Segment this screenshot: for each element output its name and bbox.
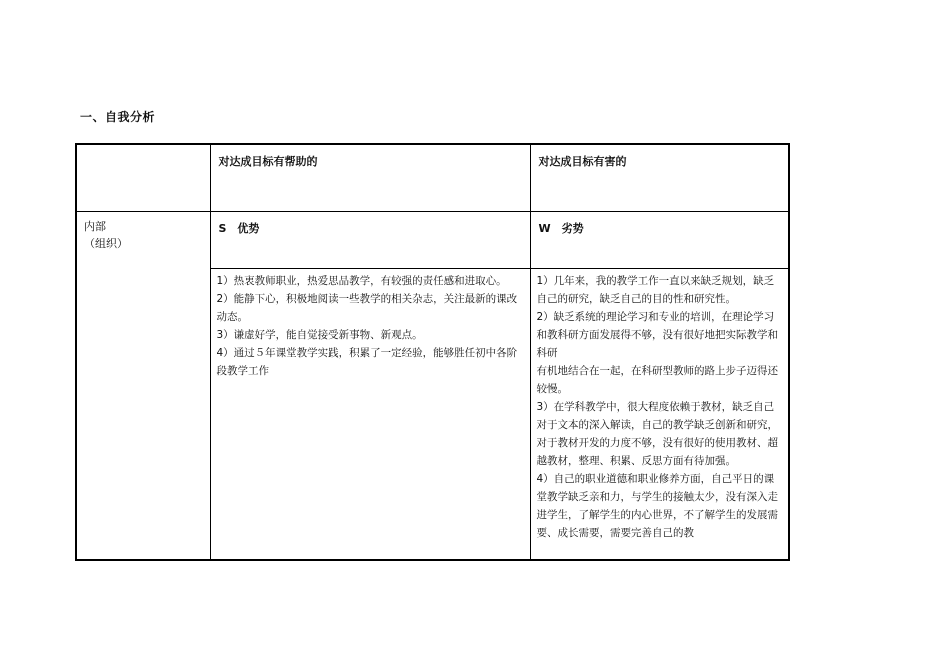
weakness-label-cell	[530, 212, 789, 269]
strength-label: S 优势	[218, 222, 260, 235]
internal-label-row	[76, 212, 789, 269]
empty-corner-cell	[76, 144, 210, 212]
internal-side-cell	[76, 212, 210, 561]
strengths-list	[211, 269, 530, 380]
harmful-header-cell	[530, 144, 789, 212]
weakness-item: 4）自己的职业道德和职业修养方面，自己平日的课堂教学缺乏亲和力，与学生的接触太少，没有深入走进学生，了解学生的内心世界，不了解学生的发展需要、成长需要，需要完善自己的教	[536, 473, 778, 539]
helpful-header-cell	[210, 144, 530, 212]
strength-label-cell	[210, 212, 530, 269]
strength-item: 1）热衷教师职业，热爱思品教学，有较强的责任感和进取心。	[216, 275, 507, 287]
strengths-cell	[210, 269, 530, 561]
strength-item: 3）谦虚好学，能自觉接受新事物、新观点。	[216, 329, 423, 341]
weakness-label: W 劣势	[538, 222, 584, 235]
swot-table	[75, 143, 790, 561]
weaknesses-cell	[530, 269, 789, 561]
strength-item: 2）能静下心，积极地阅读一些教学的相关杂志，关注最新的课改动态。	[216, 293, 518, 323]
weaknesses-list	[531, 269, 789, 542]
table-header-row	[76, 144, 789, 212]
strength-item: 4）通过５年课堂教学实践，积累了一定经验，能够胜任初中各阶段教学工作	[216, 347, 518, 377]
section-title: 一、自我分析	[80, 110, 156, 124]
internal-label	[77, 212, 210, 252]
weakness-item: 有机地结合在一起，在科研型教师的路上步子迈得还较慢。	[536, 365, 778, 395]
weakness-item: 3）在学科教学中，很大程度依赖于教材，缺乏自己对于文本的深入解读，自己的教学缺乏创新和研究，对于教材开发的力度不够，没有很好的使用教材、超越教材，整理、积累、反思方面有待加强。	[536, 401, 778, 467]
internal-label-line1: 内部	[84, 220, 106, 233]
harmful-header: 对达成目标有害的	[538, 155, 627, 168]
weakness-item: 1）几年来，我的教学工作一直以来缺乏规划，缺乏自己的研究，缺乏自己的目的性和研究性。	[536, 275, 775, 305]
internal-label-line2: （组织）	[84, 237, 128, 250]
weakness-item: 2）缺乏系统的理论学习和专业的培训，在理论学习和教科研方面发展得不够，没有很好地把实际教学和科研	[536, 311, 778, 359]
helpful-header: 对达成目标有帮助的	[218, 155, 318, 168]
